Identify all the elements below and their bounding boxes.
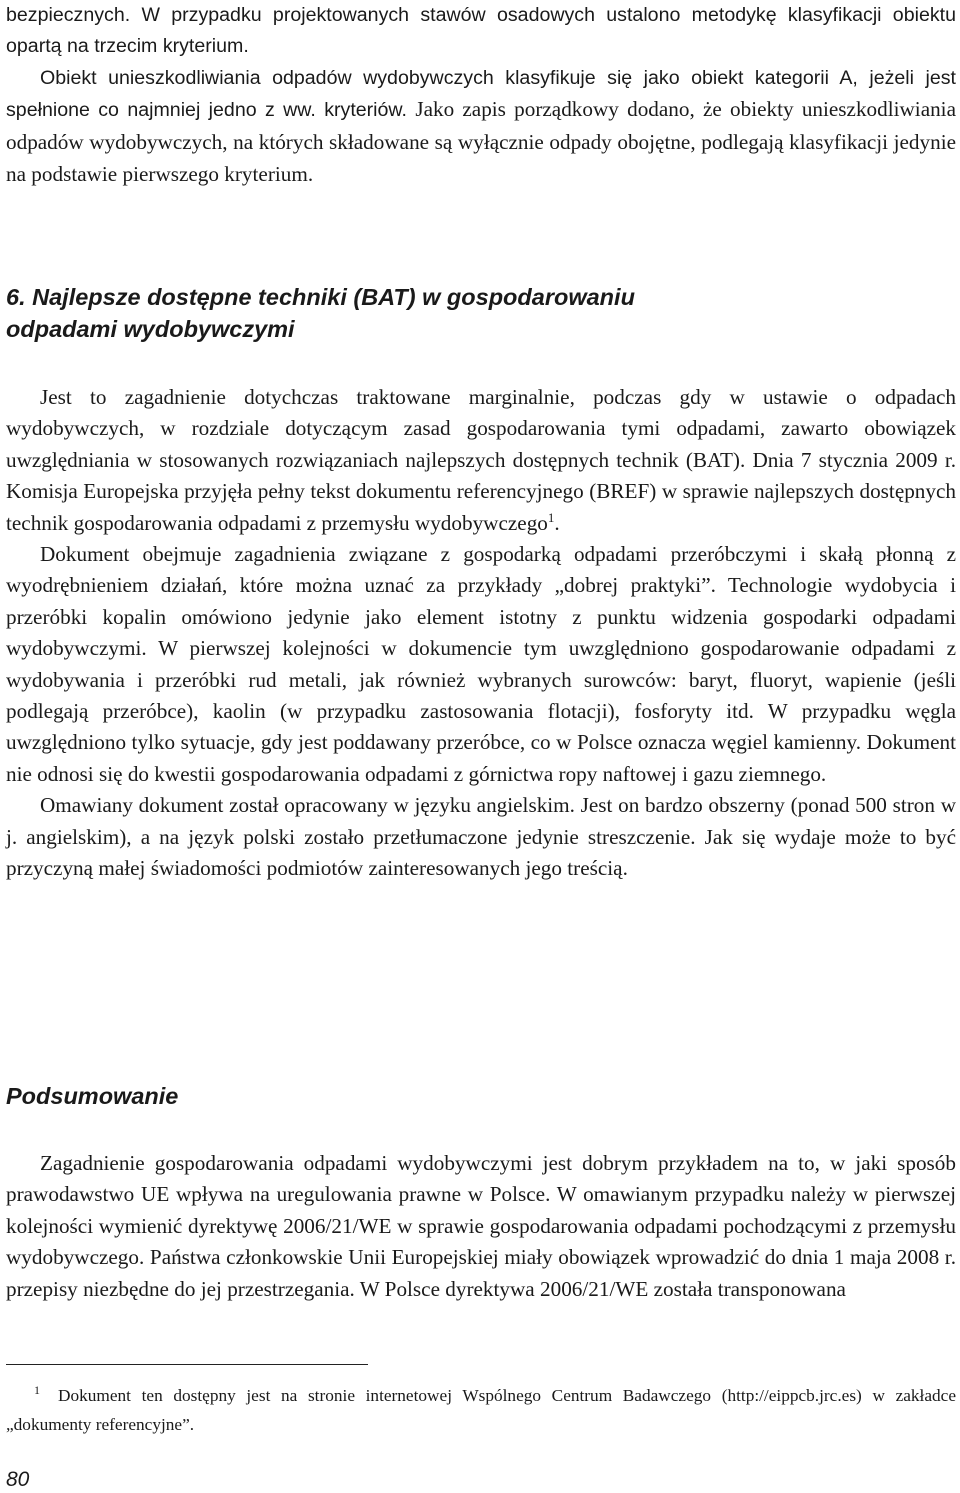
section-6-heading-line-2: odpadami wydobywczymi	[6, 316, 295, 342]
footnote-paragraph: 1 Dokument ten dostępny jest na stronie internetowej Wspólnego Centrum Badawczego (http://eippcb.jrc.es) w zakładce „dokumenty referencyjne”.	[6, 1383, 956, 1434]
section-6-body	[6, 382, 956, 885]
section-6-paragraph-1	[6, 382, 956, 539]
summary-section	[6, 1080, 956, 1112]
section-6-heading	[6, 281, 956, 345]
summary-heading: Podsumowanie	[6, 1083, 179, 1109]
summary-paragraph-1: Zagadnienie gospodarowania odpadami wydobywczymi jest dobrym przykładem na to, w jaki sposób prawodawstwo UE wpływa na uregulowania prawne w Polsce. W omawianym przypadku należy w pierwszej kolejności wymienić dyrektywę 2006/21/WE w sprawie gospodarowania odpadami pochodzącymi z przemysłu wydobywczego. Państwa członkowskie Unii Europejskiej miały obowiązek wprowadzić do dnia 1 maja 2008 r. przepisy niezbędne do jej przestrzegania. W Polsce dyrektywa 2006/21/WE została transponowana	[6, 1151, 956, 1301]
section-6	[6, 281, 956, 345]
intro-paragraph-2	[6, 63, 956, 192]
intro-sans-text: bezpiecznych. W przypadku projektowanych stawów osadowych ustalono metodykę klasyfikacji obiektu opartą na trzecim kryterium.	[6, 4, 956, 58]
intro-section	[6, 0, 956, 191]
page-number: 80	[6, 1468, 30, 1491]
footnote	[6, 1381, 956, 1439]
footnote-reference[interactable]: 1	[547, 509, 555, 525]
intro-paragraph-1	[6, 0, 956, 63]
summary-body	[6, 1148, 956, 1305]
footnote-text: Dokument ten dostępny jest na stronie internetowej Wspólnego Centrum Badawczego (http://eippcb.jrc.es) w zakładce „dokumenty referencyjne”.	[6, 1386, 956, 1434]
section-6-heading-line-1: 6. Najlepsze dostępne techniki (BAT) w gospodarowaniu	[6, 284, 635, 310]
intro-serif-text: Jako zapis porządkowy dodano, że obiekty unieszkodliwiania odpadów wydobywczych, na których składowane są wyłącznie odpady obojętne, podlegają klasyfikacji jedynie na podstawie pierwszego kryterium.	[6, 97, 956, 187]
footnote-divider	[6, 1364, 368, 1365]
section-6-paragraph-3: Omawiany dokument został opracowany w języku angielskim. Jest on bardzo obszerny (ponad 500 stron w j. angielskim), a na język polski zostało przetłumaczone jedynie streszczenie. Jak się wydaje może to być przyczyną małej świadomości podmiotów zainteresowanych jego treścią.	[6, 793, 956, 881]
section-6-paragraph-1-text: Jest to zagadnienie dotychczas traktowane marginalnie, podczas gdy w ustawie o odpadach wydobywczych, w rozdziale dotyczącym zasad gospodarowania tymi odpadami, zawarto obowiązek uwzględniania w stosowanych rozwiązaniach najlepszych dostępnych technik (BAT). Dnia 7 stycznia 2009 r. Komisja Europejska przyjęła pełny tekst dokumentu referencyjnego (BREF) w sprawie najlepszych dostępnych technik gospodarowania odpadami z przemysłu wydobywczego	[6, 385, 956, 535]
intro-sans-text-2: Obiekt unieszkodliwiania odpadów wydobywczych klasyfikuje się jako obiekt kategorii A, jeżeli jest spełnione co najmniej jedno z ww. kryteriów.	[6, 66, 956, 122]
section-6-paragraph-1-end: .	[554, 510, 560, 535]
section-6-paragraph-2: Dokument obejmuje zagadnienia związane z gospodarką odpadami przeróbczymi i skałą płonną z wyodrębnieniem działań, które można uznać za przykłady „dobrej praktyki”. Technologie wydobycia i przeróbki kopalin omówiono jedynie jako element istotny z punktu widzenia gospodarki odpadami wydobywczymi. W pierwszej kolejności w dokumencie tym uwzględniono gospodarowanie odpadami z wydobywania i przeróbki rud metali, jak również wybranych surowców: baryt, fluoryt, wapienie (jeśli podlegają przeróbce), kaolin (w przypadku zastosowania flotacji), fosforyty itd. W przypadku węgla uwzględniono tylko sytuacje, gdy jest poddawany przeróbce, co w Polsce oznacza węgiel kamienny. Dokument nie odnosi się do kwestii gospodarowania odpadami z górnictwa ropy naftowej i gazu ziemnego.	[6, 542, 956, 786]
